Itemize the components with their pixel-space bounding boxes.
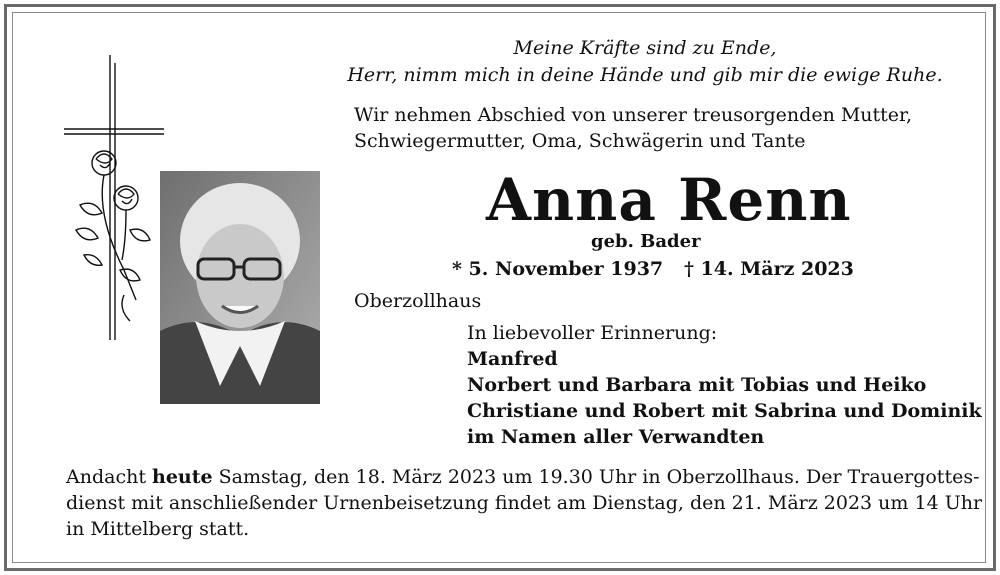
mourner-line: Manfred (467, 348, 558, 370)
intro-line-1: Wir nehmen Abschied von unserer treusorgenden Mutter, (354, 104, 913, 126)
motto-line-2: Herr, nimm mich in deine Hände und gib mir die ewige Ruhe. (347, 64, 943, 86)
intro-line-2: Schwiegermutter, Oma, Schwägerin und Tante (354, 130, 806, 152)
mourner-line: Norbert und Barbara mit Tobias und Heiko (467, 374, 927, 396)
mourner-line: Christiane und Robert mit Sabrina und Dominik (467, 400, 982, 422)
service-today: heute (152, 466, 213, 488)
service-line-3: in Mittelberg statt. (66, 518, 250, 540)
service-text: Andacht (66, 466, 153, 488)
service-line-2: dienst mit anschließender Urnenbeisetzung findet am Dienstag, den 21. März 2023 um 14 Uhr (66, 492, 983, 514)
service-text: Samstag, den 18. März 2023 um 19.30 Uhr in Oberzollhaus. Der Trauergottes- (212, 466, 980, 488)
service-line-1 (66, 466, 980, 488)
cross-with-roses-icon (60, 55, 170, 345)
death-date: † 14. März 2023 (684, 258, 854, 280)
mourners-heading: In liebevoller Erinnerung: (467, 322, 718, 344)
mourner-line: im Namen aller Verwandten (467, 426, 765, 448)
portrait-photo (160, 171, 320, 404)
residence-place: Oberzollhaus (354, 290, 482, 312)
deceased-name: Anna Renn (486, 166, 852, 234)
born-name: geb. Bader (591, 231, 701, 252)
birth-date: * 5. November 1937 (452, 258, 664, 280)
motto-line-1: Meine Kräfte sind zu Ende, (513, 37, 777, 59)
